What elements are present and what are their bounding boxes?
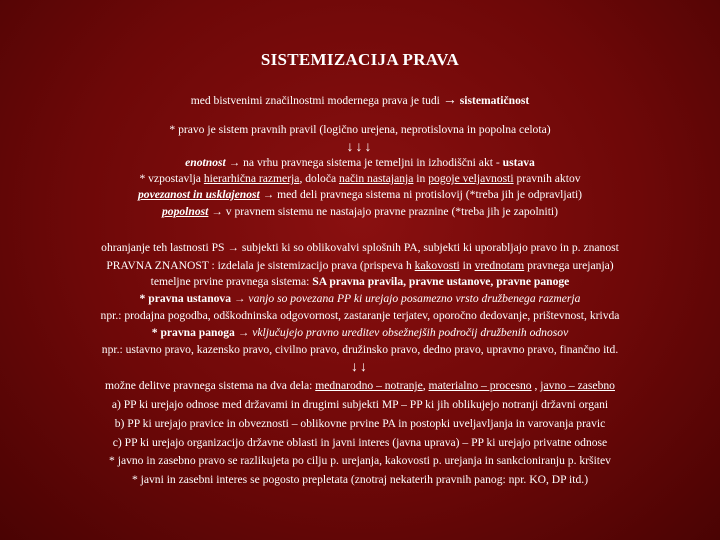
nacin-nastajanja: način nastajanja <box>339 172 414 185</box>
intro-text: med bistvenimi značilnostmi modernega prava je tudi <box>190 94 440 107</box>
right-arrow-icon: → <box>259 188 278 201</box>
znanost-line <box>0 258 720 274</box>
vzpostavlja-line <box>0 171 720 187</box>
mednarodno-notranje: mednarodno – notranje <box>315 379 423 392</box>
enotnost-text: na vrhu pravnega sistema je temeljni in izhodiščni akt - <box>243 156 503 169</box>
intro-line <box>0 93 720 109</box>
ustanova-text: → vanjo so povezana PP ki urejajo posamezno vrsto družbenega razmerja <box>231 292 581 305</box>
ustanova-npr-line: npr.: prodajna pogodba, odškodninska odgovornost, zastaranje terjatev, oporočno dedovanje, prištevnost, krivda <box>100 309 620 322</box>
temeljne-bold: SA pravna pravila, pravne ustanove, pravne panoge <box>312 275 570 288</box>
popolnost-text: v pravnem sistemu ne nastajajo pravne praznine (*treba jih je zapolniti) <box>225 205 558 218</box>
panoga-line <box>0 325 720 341</box>
ustanova-term: * pravna ustanova <box>139 292 232 305</box>
intro-term: sistematičnost <box>459 94 530 107</box>
delitve-mid2: , <box>531 379 541 392</box>
vzpostavlja-post: pravnih aktov <box>513 172 581 185</box>
down-arrows-icon: ↓↓↓ <box>346 140 374 155</box>
ustava-term: ustava <box>502 156 535 169</box>
znanost-post: pravnega urejanja) <box>524 259 614 272</box>
slide-title: SISTEMIZACIJA PRAVA <box>260 50 460 69</box>
delitve-mid1: , <box>422 379 429 392</box>
delitve-line <box>0 378 720 394</box>
item-a: a) PP ki urejajo odnose med državami in drugimi subjekti MP – PP ki jih oblikujejo notranji državni organi <box>111 398 609 411</box>
javni-line: * javni in zasebni interes se pogosto prepletata (znotraj nekaterih pravnih panog: npr. KO, DP itd.) <box>131 473 589 486</box>
javno-line: * javno in zasebno pravo se razlikujeta po cilju p. urejanja, kakovosti p. urejanja in sankcioniranju p. kršitev <box>109 454 611 467</box>
popolnost-line <box>0 204 720 220</box>
enotnost-line <box>0 155 720 171</box>
povezanost-text: med deli pravnega sistema ni protislovij (*treba jih je odpravljati) <box>277 188 583 201</box>
right-arrow-icon: → <box>225 156 244 169</box>
delitve-pre: možne delitve pravnega sistema na dva dela: <box>105 379 316 392</box>
znanost-pre: PRAVNA ZNANOST : izdelala je sistemizacijo prava (prispeva h <box>106 259 415 272</box>
item-b: b) PP ki urejajo pravice in obveznosti – oblikovne prvine PA in postopki uveljavljanja in varovanja pravic <box>114 417 606 430</box>
definition-line: * pravo je sistem pravnih pravil (logično urejena, neprotislovna in popolna celota) <box>169 123 551 136</box>
panoga-term: * pravna panoga <box>151 326 235 339</box>
panoga-text: → vključujejo pravno ureditev obsežnejših področij družbenih odnosov <box>234 326 569 339</box>
right-arrow-icon: → <box>442 93 457 108</box>
right-arrow-icon: → <box>208 205 226 218</box>
hierarhicna-razmerja: hierarhična razmerja <box>203 172 300 185</box>
materialno-procesno: materialno – procesno <box>428 379 532 392</box>
vzpostavlja-pre: * vzpostavlja <box>139 172 204 185</box>
down-arrows-icon: ↓↓ <box>351 360 369 375</box>
ustanova-line <box>0 291 720 307</box>
kakovosti: kakovosti <box>414 259 460 272</box>
povezanost-term: povezanost in usklajenost <box>137 188 260 201</box>
znanost-mid: in <box>459 259 475 272</box>
vzpostavlja-mid2: in <box>413 172 429 185</box>
javno-zasebno: javno – zasebno <box>540 379 615 392</box>
enotnost-term: enotnost <box>185 156 226 169</box>
pogoje-veljavnosti: pogoje veljavnosti <box>428 172 514 185</box>
temeljne-pre: temeljne prvine pravnega sistema: <box>150 275 313 288</box>
popolnost-term: popolnost <box>161 205 209 218</box>
item-c: c) PP ki urejajo organizacijo državne oblasti in javni interes (javna uprava) – PP ki urejajo privatne odnose <box>112 436 608 449</box>
vzpostavlja-mid1: , določa <box>299 172 340 185</box>
ohranjanje-line: ohranjanje teh lastnosti PS → subjekti ki so oblikovalvi splošnih PA, subjekti ki uporabljajo pravo in p. znanost <box>101 241 619 254</box>
vrednotam: vrednotam <box>474 259 525 272</box>
temeljne-line <box>0 274 720 290</box>
povezanost-line <box>0 187 720 203</box>
panoga-npr-line: npr.: ustavno pravo, kazensko pravo, civilno pravo, družinsko pravo, dedno pravo, upravno pravo, finančno itd. <box>101 343 619 356</box>
